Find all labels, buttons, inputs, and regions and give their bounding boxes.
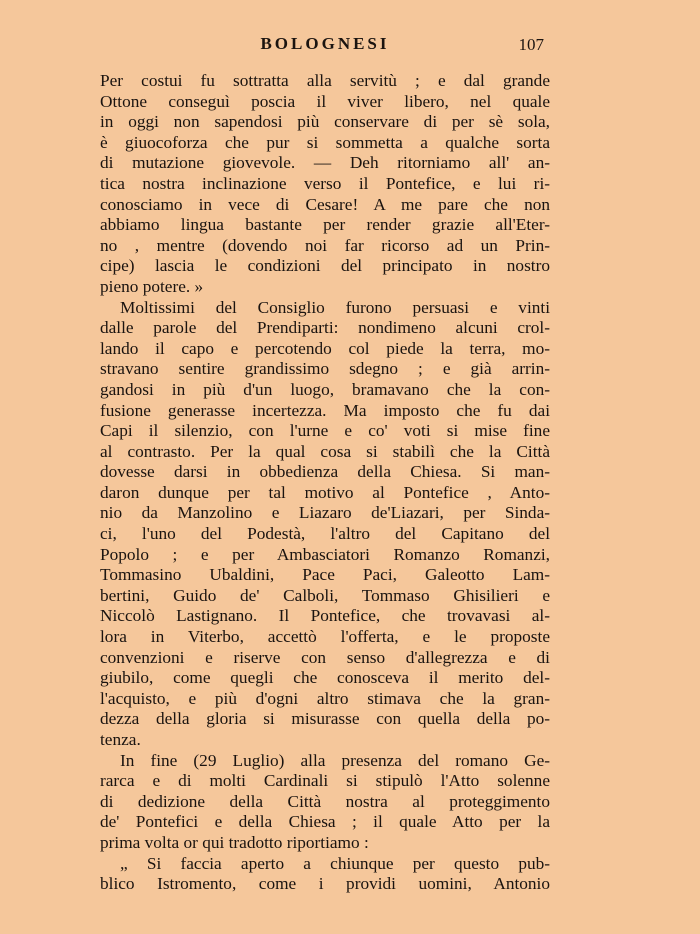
paragraph-first-line: „ Si faccia aperto a chiunque per questo pub-	[120, 853, 550, 873]
text-line: pieno potere. »	[100, 276, 204, 296]
paragraph-first-line: In fine (29 Luglio) alla presenza del romano Ge-	[120, 750, 550, 770]
page-number: 107	[518, 35, 544, 54]
text-line: dovesse darsi in obbedienza della Chiesa. Si man-	[100, 462, 550, 482]
text-line: rarca e di molti Cardinali si stipulò l'Atto solenne	[100, 771, 550, 791]
text-line: Popolo ; e per Ambasciatori Romanzo Romanzi,	[100, 544, 550, 564]
text-line: di dedizione della Città nostra al proteggimento	[100, 791, 550, 811]
text-line: lora in Viterbo, accettò l'offerta, e le proposte	[100, 627, 550, 647]
text-line: stravano sentire grandissimo sdegno ; e già arrin-	[100, 359, 550, 379]
text-line: è giuocoforza che pur si sommetta a qualche sorta	[100, 132, 550, 152]
text-line: giubilo, come quegli che conosceva il merito del-	[100, 668, 550, 688]
book-page	[100, 34, 550, 895]
paragraph-first-line: Moltissimi del Consiglio furono persuasi e vinti	[120, 297, 550, 317]
running-head: BOLOGNESI	[260, 34, 390, 53]
text-line: l'acquisto, e più d'ogni altro stimava che la gran-	[100, 688, 550, 708]
text-line: nio da Manzolino e Liazaro de'Liazari, per Sinda-	[100, 503, 550, 523]
text-line: abbiamo lingua bastante per render grazie all'Eter-	[100, 215, 550, 235]
text-line: al contrasto. Per la qual cosa si stabilì che la Città	[100, 441, 550, 461]
text-line: blico Istromento, come i providi uomini, Antonio	[100, 874, 550, 894]
text-line: prima volta or qui tradotto riportiamo :	[100, 832, 369, 852]
text-line: convenzioni e riserve con senso d'allegrezza e di	[100, 647, 550, 667]
text-line: tenza.	[100, 730, 141, 749]
text-line: dalle parole del Prendiparti: nondimeno alcuni crol-	[100, 318, 550, 338]
page-header	[100, 34, 550, 58]
text-line: Per costui fu sottratta alla servitù ; e dal grande	[100, 71, 550, 90]
text-line: gandosi in più d'un luogo, bramavano che la con-	[100, 379, 550, 399]
text-line: conosciamo in vece di Cesare! A me pare che non	[100, 194, 550, 214]
text-line: Niccolò Lastignano. Il Pontefice, che trovavasi al-	[100, 606, 550, 626]
text-line: tica nostra inclinazione verso il Pontefice, e lui ri-	[100, 173, 550, 193]
text-line: ci, l'uno del Podestà, l'altro del Capitano del	[100, 524, 550, 544]
text-line: fusione generasse incertezza. Ma imposto che fu dai	[100, 400, 550, 420]
text-line: lando il capo e percotendo col piede la terra, mo-	[100, 338, 550, 358]
text-line: Tommasino Ubaldini, Pace Paci, Galeotto Lam-	[100, 565, 550, 585]
text-line: cipe) lascia le condizioni del principato in nostro	[100, 256, 550, 276]
text-line: daron dunque per tal motivo al Pontefice , Anto-	[100, 482, 550, 502]
text-line: bertini, Guido de' Calboli, Tommaso Ghisilieri e	[100, 585, 550, 605]
text-line: di mutazione giovevole. — Deh ritorniamo all' an-	[100, 153, 550, 173]
body-text	[100, 71, 550, 895]
text-line: Ottone conseguì poscia il viver libero, nel quale	[100, 91, 550, 111]
text-line: Capi il silenzio, con l'urne e co' voti si mise fine	[100, 421, 550, 441]
text-line: de' Pontefici e della Chiesa ; il quale Atto per la	[100, 812, 550, 832]
text-line: in oggi non sapendosi più conservare di per sè sola,	[100, 112, 550, 132]
text-line: dezza della gloria si misurasse con quella della po-	[100, 709, 550, 729]
text-line: no , mentre (dovendo noi far ricorso ad un Prin-	[100, 235, 550, 255]
